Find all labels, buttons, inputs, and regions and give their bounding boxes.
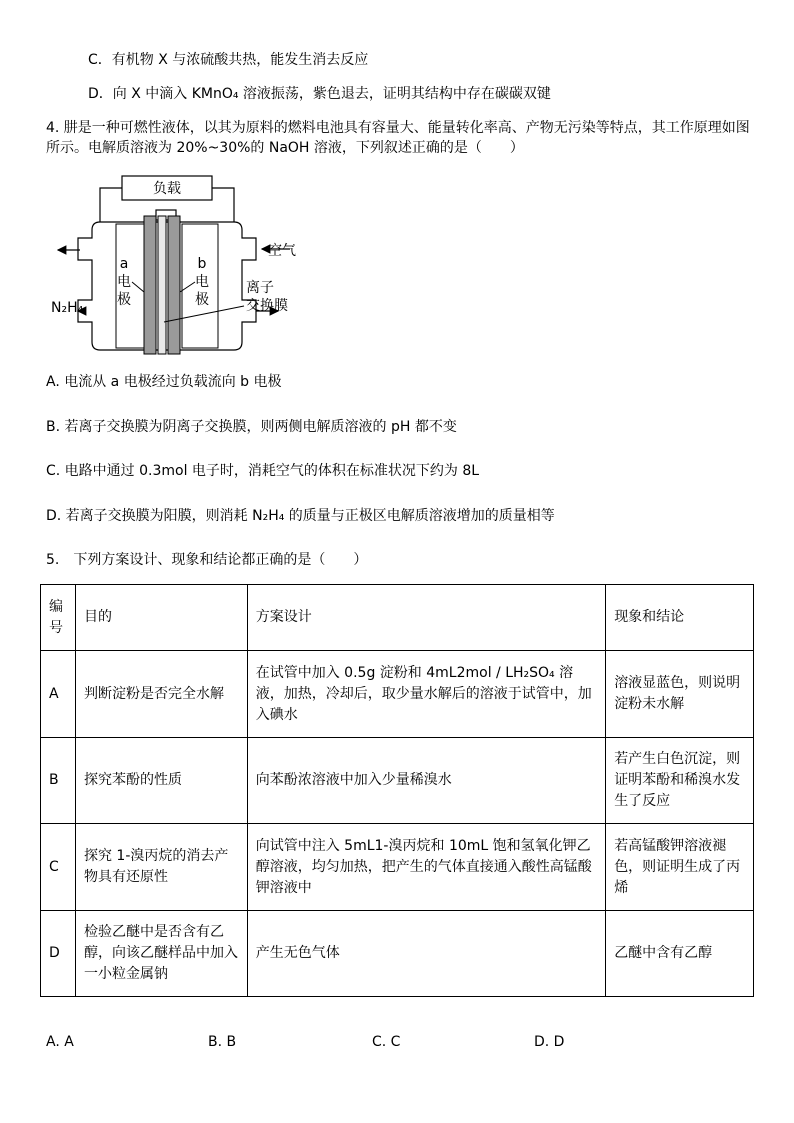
row-design: 产生无色气体	[247, 911, 605, 997]
electrode-b-plate	[168, 216, 180, 354]
table-header-row	[41, 585, 754, 651]
prev-option-c: C．有机物 X 与浓硫酸共热，能发生消去反应	[88, 52, 369, 68]
q4-stem-line2: 所示。电解质溶液为 20%~30%的 NaOH 溶液，下列叙述正确的是（ ）	[46, 140, 524, 156]
q5-table	[40, 584, 754, 997]
row-purpose: 探究 1-溴丙烷的消去产物具有还原性	[75, 824, 247, 911]
table-row	[41, 651, 754, 738]
row-result: 乙醚中含有乙醇	[606, 911, 754, 997]
header-result: 现象和结论	[606, 585, 754, 651]
row-num: C	[41, 824, 76, 911]
row-design: 向试管中注入 5mL1-溴丙烷和 10mL 饱和氢氧化钾乙醇溶液，均匀加热，把产生的气体直接通入酸性高锰酸钾溶液中	[247, 824, 605, 911]
table-row	[41, 911, 754, 997]
fuel-label: N₂H₄	[51, 300, 84, 316]
row-result: 若高锰酸钾溶液褪色，则证明生成了丙烯	[606, 824, 754, 911]
row-num: D	[41, 911, 76, 997]
electrode-a-letter: a	[119, 256, 129, 272]
cell-body	[78, 222, 256, 350]
q4-option-b: B. 若离子交换膜为阴离子交换膜，则两侧电解质溶液的 pH 都不变	[46, 419, 457, 435]
fuel-cell-diagram	[40, 172, 320, 362]
load-label: 负载	[153, 181, 181, 197]
q4-stem-line1: 4. 肼是一种可燃性液体，以其为原料的燃料电池具有容量大、能量转化率高、产物无污染等特点，其工作原理如图	[46, 120, 750, 136]
row-purpose: 探究苯酚的性质	[75, 738, 247, 824]
wire-right	[212, 188, 234, 222]
row-result: 溶液显蓝色，则说明淀粉未水解	[606, 651, 754, 738]
row-purpose: 检验乙醚中是否含有乙醇，向该乙醚样品中加入一小粒金属钠	[75, 911, 247, 997]
electrode-a-plate	[144, 216, 156, 354]
answer-choice-b[interactable]: B. B	[208, 1034, 237, 1050]
q4-option-c: C. 电路中通过 0.3mol 电子时，消耗空气的体积在标准状况下约为 8L	[46, 463, 480, 479]
header-design: 方案设计	[247, 585, 605, 651]
q4-option-a: A. 电流从 a 电极经过负载流向 b 电极	[46, 374, 282, 390]
electrode-a-char2: 极	[117, 292, 131, 308]
air-label: 空气	[268, 243, 296, 259]
q4-option-d: D. 若离子交换膜为阳膜，则消耗 N₂H₄ 的质量与正极区电解质溶液增加的质量相等	[46, 508, 555, 524]
membrane-label-line1: 离子	[246, 280, 274, 296]
row-purpose: 判断淀粉是否完全水解	[75, 651, 247, 738]
answer-choice-c[interactable]: C. C	[372, 1034, 401, 1050]
row-design: 在试管中加入 0.5g 淀粉和 4mL2mol / LH₂SO₄ 溶液，加热，冷却后，取少量水解后的溶液于试管中，加入碘水	[247, 651, 605, 738]
q5-stem: 5. 下列方案设计、现象和结论都正确的是（ ）	[46, 552, 368, 568]
prev-option-d: D．向 X 中滴入 KMnO₄ 溶液振荡，紫色退去，证明其结构中存在碳碳双键	[88, 86, 551, 102]
header-num: 编号	[41, 585, 76, 651]
row-num: A	[41, 651, 76, 738]
wire-left	[100, 188, 122, 222]
answer-choice-a[interactable]: A. A	[46, 1034, 74, 1050]
membrane-label-line2: 交换膜	[246, 298, 288, 314]
table-row	[41, 738, 754, 824]
row-num: B	[41, 738, 76, 824]
row-design: 向苯酚浓溶液中加入少量稀溴水	[247, 738, 605, 824]
electrode-a-char1: 电	[117, 274, 131, 290]
q5-answer-choices	[0, 1034, 794, 1054]
electrode-b-char1: 电	[195, 274, 209, 290]
electrode-b-char2: 极	[195, 292, 209, 308]
electrode-b-letter: b	[197, 256, 207, 272]
header-purpose: 目的	[75, 585, 247, 651]
table-row	[41, 824, 754, 911]
membrane-plate	[158, 216, 166, 354]
row-result: 若产生白色沉淀，则证明苯酚和稀溴水发生了反应	[606, 738, 754, 824]
answer-choice-d[interactable]: D. D	[534, 1034, 565, 1050]
